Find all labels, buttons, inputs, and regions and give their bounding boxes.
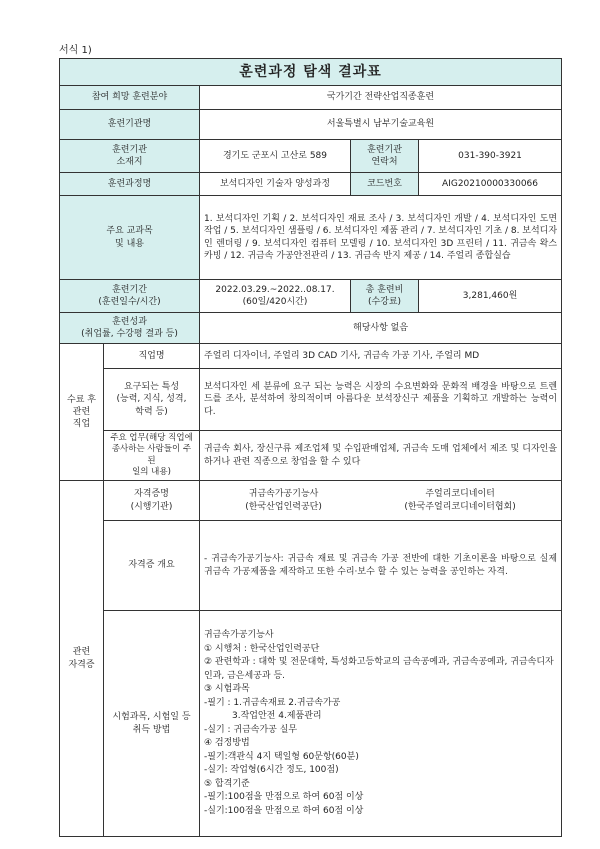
fee-value: 3,281,460원 [419,280,562,313]
subjects-label: 주요 교과목 및 내용 [60,196,200,280]
code-value: AIG20210000330066 [419,173,562,196]
cert2-org: (한국주얼리코디네이터협회) [404,501,516,512]
table-title: 훈련과정 탐색 결과표 [60,59,562,86]
job-name-value: 주얼리 디자이너, 주얼리 3D CAD 기사, 귀금속 가공 기사, 주얼리 MD [200,344,562,369]
outcome-label: 훈련성과 (취업률, 수강평 결과 등) [60,313,200,344]
institution-label: 훈련기관명 [60,110,200,140]
exam-value [200,611,562,837]
certs-group-label: 관련 자격증 [60,481,104,837]
cert1-org: (한국산업인력공단) [245,501,322,512]
exam-line: -실기:100점을 만점으로 하여 60점 이상 [204,805,364,816]
form-number-label: 서식 1) [59,45,92,56]
cert2-name: 주얼리코디네이터 [425,489,495,500]
jobs-group-label: 수료 후 관련 직업 [60,344,104,481]
field-label: 참여 희망 훈련분야 [60,86,200,110]
location-value: 경기도 군포시 고산로 589 [200,140,351,173]
exam-line: -필기 : 1.귀금속재료 2.귀금속가공 [204,697,341,708]
exam-line: -필기:객관식 4지 택일형 60문항(60분) [204,751,359,762]
duties-label: 주요 업무(해당 직업에 종사하는 사람들이 주된 일의 내용) [104,431,200,481]
exam-line: ② 관련학과 : 대학 및 전문대학, 특성화고등학교의 금속공예과, 귀금속공예과, 귀금속디자인과, 금은세공과 등. [204,657,554,681]
cert-overview-value: - 귀금속가공기능사: 귀금속 재료 및 귀금속 가공 전반에 대한 기초이론을 바탕으로 실제 귀금속 가공제품을 제작하고 또한 수리·보수 할 수 있는 능력을 공인하는 자격. [200,521,562,611]
traits-label: 요구되는 특성 (능력, 지식, 성격, 학력 등) [104,369,200,431]
exam-line: -실기: 작업형(6시간 정도, 100점) [204,765,339,775]
exam-line: ④ 검정방법 [204,738,250,748]
duties-value: 귀금속 회사, 장신구류 제조업체 및 수입판매업체, 귀금속 도매 업체에서 제조 및 디자인을 하거나 관련 직종으로 창업을 할 수 있다 [200,431,562,481]
exam-label: 시험과목, 시험일 등 취득 방법 [104,611,200,837]
period-value: 2022.03.29.~2022..08.17. (60일/420시간) [200,280,351,313]
cert-name-value [200,481,562,521]
exam-line: ③ 시험과목 [204,684,250,694]
contact-value: 031-390-3921 [419,140,562,173]
field-value: 국가기간 전략산업직종훈련 [200,86,562,110]
cert1-name: 귀금속가공기능사 [248,489,319,500]
cert-overview-label: 자격증 개요 [104,521,200,611]
outcome-value: 해당사항 없음 [200,313,562,344]
traits-value: 보석디자인 세 분류에 요구 되는 능력은 시장의 수요변화와 문화적 배경을 바탕으로 트렌드를 조사, 분석하여 창의적이며 아름다운 보석장신구 제품을 기획하고 개발하는 능력이다. [200,369,562,431]
contact-label: 훈련기관 연락처 [351,140,419,173]
fee-label: 총 훈련비 (수강료) [351,280,419,313]
cert-name-label: 자격증명 (시행기관) [104,481,200,521]
training-course-result-table [59,58,562,837]
code-label: 코드번호 [351,173,419,196]
course-label: 훈련과정명 [60,173,200,196]
job-name-label: 직업명 [104,344,200,369]
subjects-value: 1. 보석디자인 기획 / 2. 보석디자인 재료 조사 / 3. 보석디자인 개발 / 4. 보석디자인 도면 작업 / 5. 보석디자인 샘플링 / 6. 보석디자인 제품 관리 / 7. 보석디자인 기초 / 8. 보석디자인 렌더링 / 9. 보석디자인 컴퓨터 모델링 / 10. 보석디자인 3D 프린터 / 11. 귀금속 왁스카빙 / 12. 귀금속 가공안전관리 / 13. 귀금속 반지 제공 / 14. 주얼리 종합실습 [200,196,562,280]
exam-line: -실기 : 귀금속가공 실무 [204,724,298,735]
exam-line: ① 시행처 : 한국산업인력공단 [204,643,320,654]
course-value: 보석디자인 기술자 양성과정 [200,173,351,196]
period-label: 훈련기간 (훈련일수/시간) [60,280,200,313]
exam-line: ⑤ 합격기준 [204,778,250,789]
location-label: 훈련기관 소재지 [60,140,200,173]
institution-value: 서울특별시 남부기술교육원 [200,110,562,140]
exam-line: -필기:100점을 만점으로 하여 60점 이상 [204,792,364,802]
exam-line: 귀금속가공기능사 [204,630,274,640]
exam-line: 3.작업안전 4.제품관리 [232,711,322,721]
